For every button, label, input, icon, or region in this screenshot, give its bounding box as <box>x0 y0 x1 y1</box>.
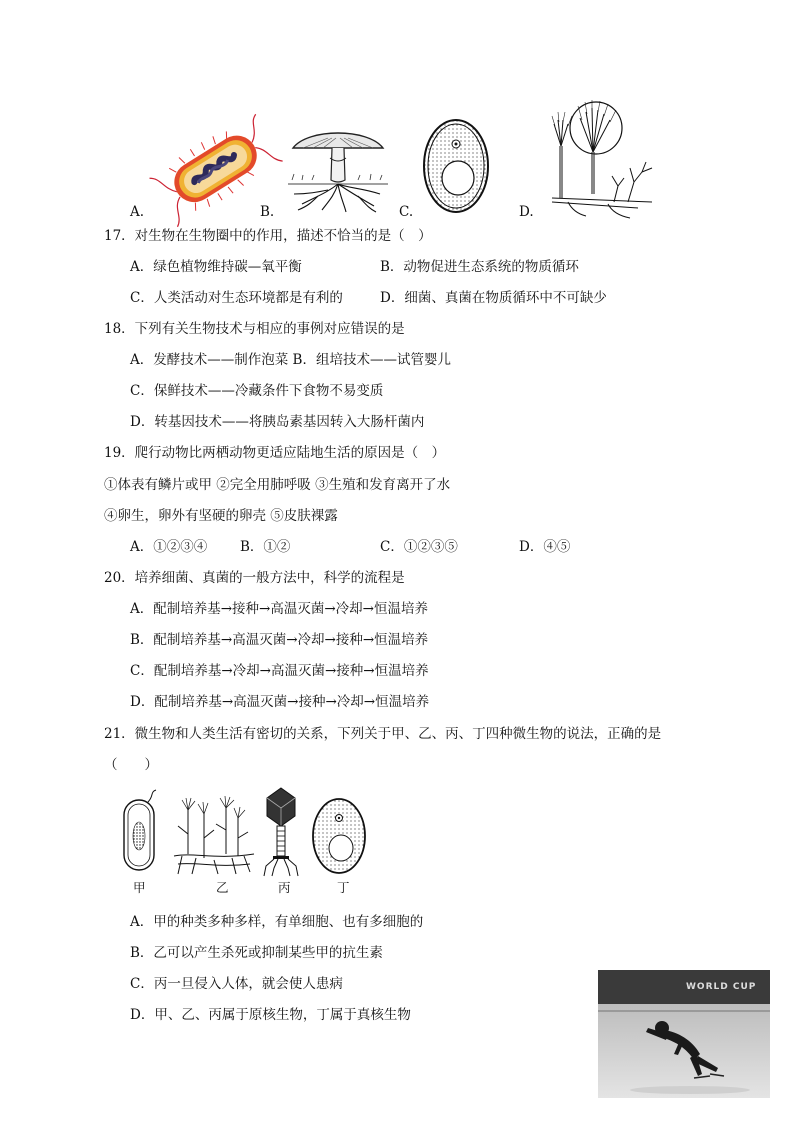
q17-option-a: A．绿色植物维持碳—氧平衡 <box>130 259 302 275</box>
photo-banner-text: WORLD CUP <box>686 982 757 992</box>
figure-mushroom <box>288 118 388 214</box>
q20-stem: 20．培养细菌、真菌的一般方法中，科学的流程是 <box>104 570 405 586</box>
q16-option-b: B. <box>260 204 275 220</box>
figure-ding-yeast <box>310 796 368 876</box>
label-ding: 丁 <box>337 880 350 895</box>
q21-option-d: D．甲、乙、丙属于原核生物，丁属于真核生物 <box>130 1007 411 1023</box>
q21-option-c: C．丙一旦侵入人体，就会使人患病 <box>130 976 343 992</box>
q21-answer-paren: （ ） <box>104 757 158 773</box>
q17-option-b: B．动物促进生态系统的物质循环 <box>380 259 579 275</box>
q18-option-c: C．保鲜技术——冷藏条件下食物不易变质 <box>130 383 384 399</box>
q19-statements-2: ④卵生，卵外有坚硬的卵壳 ⑤皮肤裸露 <box>104 508 338 524</box>
q19-option-d: D．④⑤ <box>519 539 571 555</box>
figure-bing-virus <box>262 786 300 878</box>
q21-option-b: B．乙可以产生杀死或抑制某些甲的抗生素 <box>130 945 383 961</box>
q16-option-d: D. <box>519 204 534 220</box>
q20-option-a: A．配制培养基→接种→高温灭菌→冷却→恒温培养 <box>130 601 428 617</box>
q20-option-b: B．配制培养基→高温灭菌→冷却→接种→恒温培养 <box>130 632 429 648</box>
q20-option-d: D．配制培养基→高温灭菌→接种→冷却→恒温培养 <box>130 694 430 710</box>
q18-option-d: D．转基因技术——将胰岛素基因转入大肠杆菌内 <box>130 414 425 430</box>
q19-option-c: C．①②③⑤ <box>380 539 458 555</box>
q17-option-c: C．人类活动对生态环境都是有利的 <box>130 290 343 306</box>
figure-penicillium <box>548 98 658 220</box>
q17-option-d: D．细菌、真菌在物质循环中不可缺少 <box>380 290 607 306</box>
q18-stem: 18．下列有关生物技术与相应的事例对应错误的是 <box>104 321 405 337</box>
q17-stem: 17．对生物在生物圈中的作用，描述不恰当的是（ ） <box>104 228 432 244</box>
label-yi: 乙 <box>216 880 229 895</box>
speed-skater-photo <box>598 970 770 1098</box>
q19-stem: 19．爬行动物比两栖动物更适应陆地生活的原因是（ ） <box>104 445 446 461</box>
q16-option-a: A. <box>130 204 145 220</box>
q16-option-c: C. <box>399 204 414 220</box>
q21-stem: 21．微生物和人类生活有密切的关系，下列关于甲、乙、丙、丁四种微生物的说法，正确的是 <box>104 726 662 742</box>
q19-option-a: A．①②③④ <box>130 539 208 555</box>
q21-option-a: A．甲的种类多种多样，有单细胞、也有多细胞的 <box>130 914 424 930</box>
figure-yi-mold <box>174 794 254 876</box>
figure-jia-bacterium <box>118 790 162 874</box>
q19-statements-1: ①体表有鳞片或甲 ②完全用肺呼吸 ③生殖和发育离开了水 <box>104 477 451 493</box>
q19-option-b: B．①② <box>240 539 291 555</box>
q20-option-c: C．配制培养基→冷却→高温灭菌→接种→恒温培养 <box>130 663 429 679</box>
label-bing: 丙 <box>278 880 291 895</box>
q18-option-ab: A．发酵技术——制作泡菜 B．组培技术——试管婴儿 <box>130 352 451 368</box>
figure-yeast-cell <box>420 116 492 216</box>
label-jia: 甲 <box>133 880 146 895</box>
figure-bacterium <box>160 118 270 213</box>
